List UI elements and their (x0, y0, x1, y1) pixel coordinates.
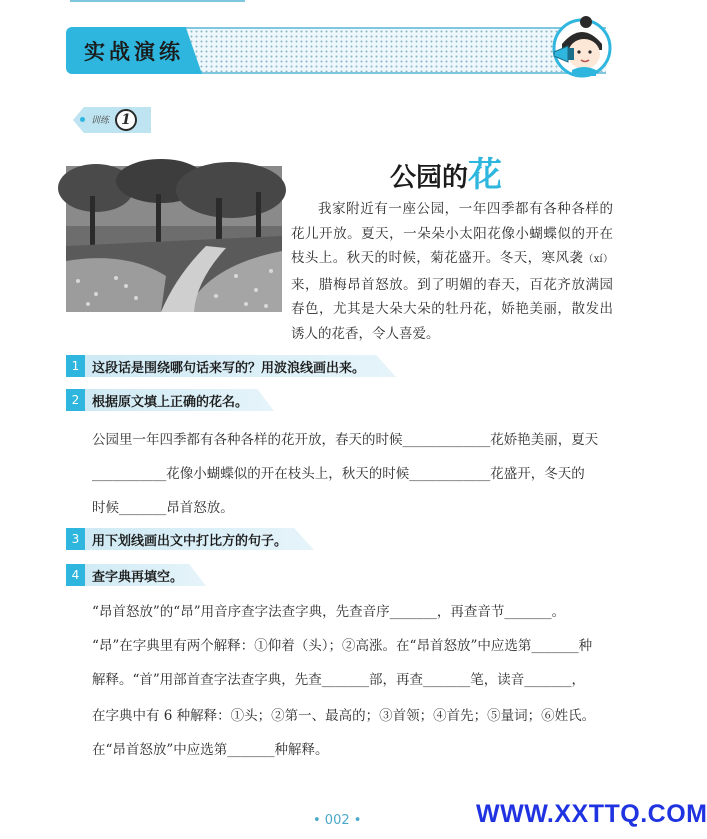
top-rule (70, 0, 245, 2)
pinyin-annotation: （xí） (583, 254, 614, 265)
question-2 (66, 389, 274, 411)
title-highlight: 花 (468, 155, 503, 195)
q4-line-3: 解释。“首”用部首查字法查字典，先查_______部，再查_______笔，读音_______， (92, 672, 586, 688)
question-number: 3 (66, 528, 85, 550)
question-number: 4 (66, 564, 85, 586)
question-number: 1 (66, 355, 85, 377)
question-text: 根据原文填上正确的花名。 (92, 395, 249, 410)
section-title: 实战演练 (84, 40, 184, 64)
q2-line-3: 时候_______昂首怒放。 (92, 500, 234, 516)
tag-hole (80, 117, 85, 122)
title-main: 公园的 (390, 163, 469, 193)
q4-line-2: “昂”在字典里有两个解释：①仰着（头）；②高涨。在“昂首怒放”中应选第_______种 (92, 638, 593, 654)
question-text: 查字典再填空。 (92, 570, 184, 585)
q4-line-1: “昂首怒放”的“昂”用音序查字法查字典，先查音序_______，再查音节_______。 (92, 604, 566, 620)
question-number: 2 (66, 389, 85, 411)
section-banner (66, 27, 606, 74)
question-text: 这段话是围绕哪句话来写的？用波浪线画出来。 (92, 361, 366, 376)
park-photo (66, 166, 282, 312)
site-watermark: WWW.XXTTQ.COM (476, 800, 707, 828)
question-3 (66, 528, 314, 550)
question-4 (66, 564, 206, 586)
page-number: • 002 • (313, 813, 362, 828)
banner-dot-pattern (184, 27, 606, 74)
article-title (390, 147, 502, 196)
question-1 (66, 355, 396, 377)
passage-part-1: 我家附近有一座公园，一年四季都有各种各样的花儿开放。夏天，一朵朵小太阳花像小蝴蝶似的开在枝头上。秋天的时候，菊花盛开。冬天，寒风袭 (291, 201, 613, 266)
passage-part-2: 来，腊梅昂首怒放。到了明媚的春天，百花齐放满园春色，尤其是大朵大朵的牡丹花，娇艳美丽，散发出诱人的花香，令人喜爱。 (291, 276, 613, 342)
q2-line-2: ___________花像小蝴蝶似的开在枝头上，秋天的时候____________花盛开，冬天的 (92, 466, 585, 482)
question-text: 用下划线画出文中打比方的句子。 (92, 534, 288, 549)
article-passage (291, 197, 613, 346)
q2-line-1: 公园里一年四季都有各种各样的花开放，春天的时候_____________花娇艳美丽，夏天 (92, 432, 599, 448)
training-tag (63, 105, 158, 135)
mascot-girl-megaphone-icon (548, 14, 612, 78)
tag-label: 训练 (91, 116, 110, 126)
q4-line-4: 在字典中有 6 种解释：①头；②第一、最高的；③首领；④首先；⑤量词；⑥姓氏。 (92, 708, 596, 724)
tag-number: 1 (115, 109, 137, 131)
q4-line-5: 在“昂首怒放”中应选第_______种解释。 (92, 742, 329, 758)
